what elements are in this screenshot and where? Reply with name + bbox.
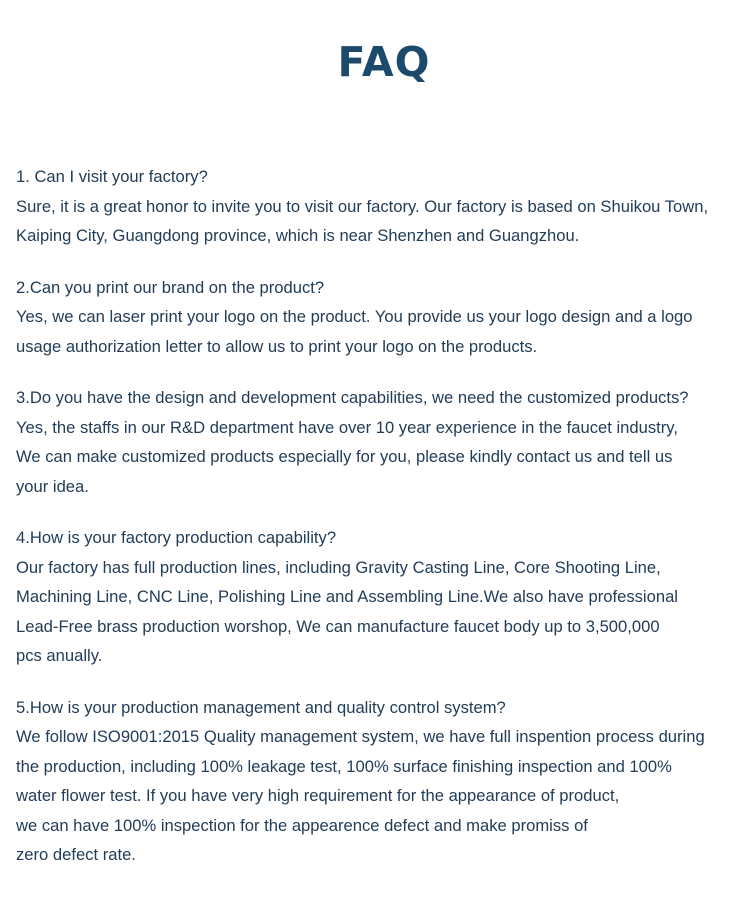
faq-question: 1. Can I visit your factory? [16, 167, 208, 186]
faq-list [16, 162, 750, 892]
faq-answer-line: Kaiping City, Guangdong province, which is near Shenzhen and Guangzhou. [16, 226, 580, 245]
faq-item-4 [16, 523, 750, 671]
faq-answer-line: usage authorization letter to allow us to print your logo on the products. [16, 336, 538, 356]
faq-question: 5.How is your production management and quality control system? [16, 697, 506, 717]
faq-answer-line: We follow ISO9001:2015 Quality management system, we have full inspention process during [16, 727, 705, 746]
faq-question: 4.How is your factory production capability? [16, 528, 337, 547]
faq-answer-line: pcs anually. [16, 646, 103, 665]
faq-item-3 [16, 383, 750, 501]
faq-answer-line: Yes, the staffs in our R&D department have over 10 year experience in the faucet industry, [16, 417, 678, 437]
faq-question: 3.Do you have the design and development capabilities, we need the customized products? [16, 388, 689, 407]
faq-item-2 [16, 273, 750, 362]
faq-answer-line: zero defect rate. [16, 845, 136, 864]
faq-answer-line: We can make customized products especially for you, please kindly contact us and tell us [16, 447, 673, 466]
faq-item-5 [16, 693, 750, 870]
faq-answer-line: your idea. [16, 476, 89, 496]
faq-answer-line: Yes, we can laser print your logo on the product. You provide us your logo design and a logo [16, 307, 693, 326]
faq-answer-line: Our factory has full production lines, including Gravity Casting Line, Core Shooting Line, [16, 557, 661, 577]
faq-answer-line: Machining Line, CNC Line, Polishing Line and Assembling Line.We also have professional [16, 587, 678, 606]
page-title: FAQ [337, 38, 431, 86]
faq-answer-line: the production, including 100% leakage test, 100% surface finishing inspection and 100% [16, 756, 672, 776]
faq-answer-line: water flower test. If you have very high requirement for the appearance of product, [16, 786, 620, 805]
faq-question: 2.Can you print our brand on the product? [16, 277, 325, 297]
faq-answer-line: we can have 100% inspection for the appearence defect and make promiss of [16, 815, 588, 835]
faq-item-1 [16, 162, 750, 251]
faq-answer-line: Sure, it is a great honor to invite you to visit our factory. Our factory is based on Shuikou Town, [16, 196, 709, 216]
faq-answer-line: Lead-Free brass production worshop, We can manufacture faucet body up to 3,500,000 [16, 616, 660, 636]
